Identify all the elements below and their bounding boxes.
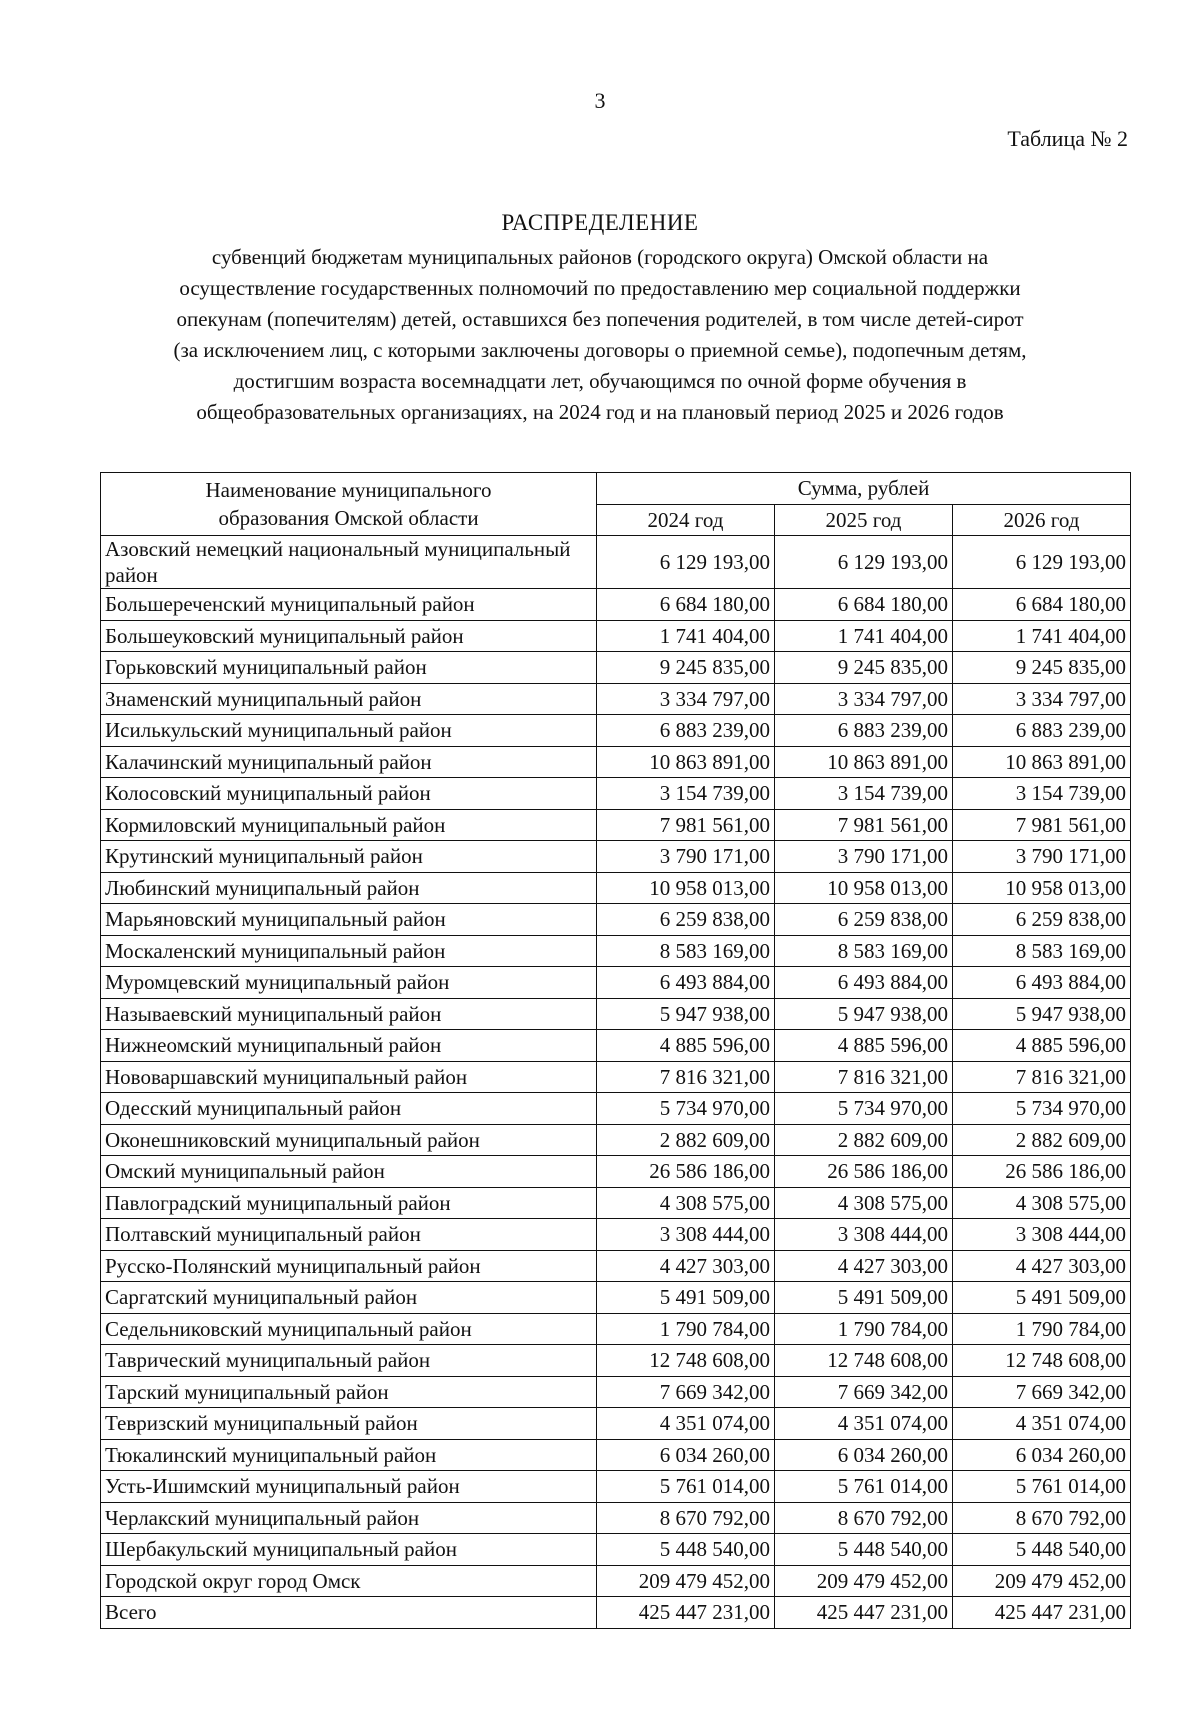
distribution-table	[100, 472, 1131, 1629]
row-name: Большереченский муниципальный район	[101, 589, 597, 621]
row-value-2026: 3 790 171,00	[953, 841, 1131, 873]
row-value-2026: 6 883 239,00	[953, 715, 1131, 747]
row-value-2024: 5 448 540,00	[597, 1534, 775, 1566]
row-value-2025: 3 790 171,00	[775, 841, 953, 873]
header-year-2024: 2024 год	[597, 504, 775, 536]
row-value-2025: 9 245 835,00	[775, 652, 953, 684]
row-name: Полтавский муниципальный район	[101, 1219, 597, 1251]
row-value-2024: 4 427 303,00	[597, 1250, 775, 1282]
table-row	[101, 1565, 1131, 1597]
row-value-2026: 10 958 013,00	[953, 872, 1131, 904]
row-value-2024: 12 748 608,00	[597, 1345, 775, 1377]
row-name: Оконешниковский муниципальный район	[101, 1124, 597, 1156]
row-value-2026: 1 790 784,00	[953, 1313, 1131, 1345]
row-value-2025: 5 448 540,00	[775, 1534, 953, 1566]
row-value-2024: 3 308 444,00	[597, 1219, 775, 1251]
row-value-2025: 8 583 169,00	[775, 935, 953, 967]
row-value-2025: 6 129 193,00	[775, 536, 953, 589]
row-value-2024: 5 761 014,00	[597, 1471, 775, 1503]
row-value-2024: 3 334 797,00	[597, 683, 775, 715]
row-value-2024: 4 351 074,00	[597, 1408, 775, 1440]
row-value-2025: 7 669 342,00	[775, 1376, 953, 1408]
row-value-2026: 8 670 792,00	[953, 1502, 1131, 1534]
row-value-2024: 2 882 609,00	[597, 1124, 775, 1156]
row-value-2025: 6 034 260,00	[775, 1439, 953, 1471]
row-value-2025: 4 308 575,00	[775, 1187, 953, 1219]
row-value-2026: 6 259 838,00	[953, 904, 1131, 936]
table-row	[101, 809, 1131, 841]
table-row	[101, 935, 1131, 967]
row-value-2025: 6 493 884,00	[775, 967, 953, 999]
row-name: Тарский муниципальный район	[101, 1376, 597, 1408]
row-name: Саргатский муниципальный район	[101, 1282, 597, 1314]
row-value-2025: 4 885 596,00	[775, 1030, 953, 1062]
row-value-2025: 209 479 452,00	[775, 1565, 953, 1597]
row-value-2024: 3 154 739,00	[597, 778, 775, 810]
row-value-2025: 5 761 014,00	[775, 1471, 953, 1503]
table-row	[101, 652, 1131, 684]
row-value-2025: 12 748 608,00	[775, 1345, 953, 1377]
row-value-2025: 5 947 938,00	[775, 998, 953, 1030]
row-value-2024: 1 790 784,00	[597, 1313, 775, 1345]
row-value-2026: 5 761 014,00	[953, 1471, 1131, 1503]
row-name: Черлакский муниципальный район	[101, 1502, 597, 1534]
table-row	[101, 904, 1131, 936]
row-name: Марьяновский муниципальный район	[101, 904, 597, 936]
row-value-2024: 4 308 575,00	[597, 1187, 775, 1219]
row-value-2025: 7 816 321,00	[775, 1061, 953, 1093]
row-value-2026: 2 882 609,00	[953, 1124, 1131, 1156]
table-row	[101, 683, 1131, 715]
row-value-2024: 7 669 342,00	[597, 1376, 775, 1408]
table-row	[101, 1439, 1131, 1471]
header-sum: Сумма, рублей	[597, 473, 1131, 505]
table-body	[101, 536, 1131, 1629]
row-value-2026: 10 863 891,00	[953, 746, 1131, 778]
table-row	[101, 967, 1131, 999]
row-value-2026: 7 816 321,00	[953, 1061, 1131, 1093]
row-name: Всего	[101, 1597, 597, 1629]
row-value-2026: 6 129 193,00	[953, 536, 1131, 589]
row-value-2025: 4 427 303,00	[775, 1250, 953, 1282]
subtitle-line: (за исключением лиц, с которыми заключены договоры о приемной семье), подопечным детям,	[173, 338, 1027, 362]
table-row	[101, 1061, 1131, 1093]
row-value-2026: 5 947 938,00	[953, 998, 1131, 1030]
table-row	[101, 536, 1131, 589]
header-year-2025: 2025 год	[775, 504, 953, 536]
row-value-2025: 8 670 792,00	[775, 1502, 953, 1534]
row-name: Одесский муниципальный район	[101, 1093, 597, 1125]
document-subtitle	[100, 242, 1100, 428]
table-row	[101, 1345, 1131, 1377]
table-row	[101, 1471, 1131, 1503]
row-value-2024: 10 958 013,00	[597, 872, 775, 904]
row-value-2025: 3 308 444,00	[775, 1219, 953, 1251]
row-name: Калачинский муниципальный район	[101, 746, 597, 778]
row-name: Седельниковский муниципальный район	[101, 1313, 597, 1345]
row-value-2024: 5 947 938,00	[597, 998, 775, 1030]
row-value-2024: 8 670 792,00	[597, 1502, 775, 1534]
row-value-2024: 9 245 835,00	[597, 652, 775, 684]
header-year-2026: 2026 год	[953, 504, 1131, 536]
document-title: РАСПРЕДЕЛЕНИЕ	[501, 210, 699, 235]
row-value-2025: 26 586 186,00	[775, 1156, 953, 1188]
row-value-2024: 5 491 509,00	[597, 1282, 775, 1314]
table-label: Таблица № 2	[1007, 126, 1128, 151]
row-value-2025: 1 790 784,00	[775, 1313, 953, 1345]
row-value-2024: 209 479 452,00	[597, 1565, 775, 1597]
row-value-2024: 6 493 884,00	[597, 967, 775, 999]
row-name: Большеуковский муниципальный район	[101, 620, 597, 652]
row-value-2025: 2 882 609,00	[775, 1124, 953, 1156]
row-value-2026: 3 334 797,00	[953, 683, 1131, 715]
table-row	[101, 1376, 1131, 1408]
subtitle-line: общеобразовательных организациях, на 2024 год и на плановый период 2025 и 2026 годов	[196, 400, 1004, 424]
row-value-2024: 425 447 231,00	[597, 1597, 775, 1629]
subtitle-line: субвенций бюджетам муниципальных районов (городского округа) Омской области на	[211, 245, 989, 269]
row-value-2024: 6 034 260,00	[597, 1439, 775, 1471]
row-value-2025: 6 259 838,00	[775, 904, 953, 936]
row-value-2024: 10 863 891,00	[597, 746, 775, 778]
row-value-2025: 3 334 797,00	[775, 683, 953, 715]
row-value-2026: 6 493 884,00	[953, 967, 1131, 999]
row-name: Кормиловский муниципальный район	[101, 809, 597, 841]
row-name: Любинский муниципальный район	[101, 872, 597, 904]
subtitle-line: достигшим возраста восемнадцати лет, обучающимся по очной форме обучения в	[233, 369, 967, 393]
table-row	[101, 778, 1131, 810]
header-name	[101, 473, 597, 536]
table-header-row	[101, 473, 1131, 505]
row-value-2025: 3 154 739,00	[775, 778, 953, 810]
row-value-2024: 8 583 169,00	[597, 935, 775, 967]
row-name: Городской округ город Омск	[101, 1565, 597, 1597]
total-row	[101, 1597, 1131, 1629]
row-name: Москаленский муниципальный район	[101, 935, 597, 967]
table-row	[101, 1250, 1131, 1282]
row-value-2025: 4 351 074,00	[775, 1408, 953, 1440]
row-value-2026: 5 448 540,00	[953, 1534, 1131, 1566]
row-name: Знаменский муниципальный район	[101, 683, 597, 715]
row-name: Называевский муниципальный район	[101, 998, 597, 1030]
subtitle-line: опекунам (попечителям) детей, оставшихся без попечения родителей, в том числе детей-сирот	[176, 307, 1024, 331]
row-value-2025: 7 981 561,00	[775, 809, 953, 841]
row-value-2025: 6 883 239,00	[775, 715, 953, 747]
subtitle-line: осуществление государственных полномочий по предоставлению мер социальной поддержки	[179, 276, 1021, 300]
row-value-2026: 7 981 561,00	[953, 809, 1131, 841]
row-value-2025: 5 734 970,00	[775, 1093, 953, 1125]
table-row	[101, 1408, 1131, 1440]
row-value-2026: 4 427 303,00	[953, 1250, 1131, 1282]
row-value-2024: 6 259 838,00	[597, 904, 775, 936]
row-value-2024: 26 586 186,00	[597, 1156, 775, 1188]
row-value-2026: 4 351 074,00	[953, 1408, 1131, 1440]
row-name: Нововаршавский муниципальный район	[101, 1061, 597, 1093]
row-value-2024: 6 684 180,00	[597, 589, 775, 621]
table-row	[101, 1219, 1131, 1251]
row-value-2026: 26 586 186,00	[953, 1156, 1131, 1188]
row-value-2026: 3 308 444,00	[953, 1219, 1131, 1251]
row-value-2026: 3 154 739,00	[953, 778, 1131, 810]
row-value-2026: 7 669 342,00	[953, 1376, 1131, 1408]
row-name: Павлоградский муниципальный район	[101, 1187, 597, 1219]
row-value-2025: 425 447 231,00	[775, 1597, 953, 1629]
row-name: Шербакульский муниципальный район	[101, 1534, 597, 1566]
row-name: Тюкалинский муниципальный район	[101, 1439, 597, 1471]
row-value-2025: 5 491 509,00	[775, 1282, 953, 1314]
row-value-2026: 9 245 835,00	[953, 652, 1131, 684]
table-row	[101, 1534, 1131, 1566]
row-value-2026: 4 308 575,00	[953, 1187, 1131, 1219]
row-value-2026: 1 741 404,00	[953, 620, 1131, 652]
table-row	[101, 841, 1131, 873]
row-name: Тевризский муниципальный район	[101, 1408, 597, 1440]
row-name: Русско-Полянский муниципальный район	[101, 1250, 597, 1282]
table-row	[101, 1313, 1131, 1345]
row-value-2026: 6 684 180,00	[953, 589, 1131, 621]
row-value-2026: 6 034 260,00	[953, 1439, 1131, 1471]
row-value-2024: 1 741 404,00	[597, 620, 775, 652]
row-name: Нижнеомский муниципальный район	[101, 1030, 597, 1062]
row-name: Горьковский муниципальный район	[101, 652, 597, 684]
row-value-2026: 425 447 231,00	[953, 1597, 1131, 1629]
row-value-2024: 3 790 171,00	[597, 841, 775, 873]
header-name-line2: образования Омской области	[218, 506, 479, 530]
row-value-2026: 12 748 608,00	[953, 1345, 1131, 1377]
table-row	[101, 998, 1131, 1030]
table-row	[101, 1030, 1131, 1062]
table-row	[101, 1282, 1131, 1314]
row-value-2024: 5 734 970,00	[597, 1093, 775, 1125]
row-value-2025: 10 958 013,00	[775, 872, 953, 904]
row-name: Усть-Ишимский муниципальный район	[101, 1471, 597, 1503]
row-value-2024: 7 981 561,00	[597, 809, 775, 841]
table-row	[101, 715, 1131, 747]
row-value-2025: 1 741 404,00	[775, 620, 953, 652]
row-value-2026: 5 491 509,00	[953, 1282, 1131, 1314]
row-value-2024: 6 883 239,00	[597, 715, 775, 747]
table-row	[101, 746, 1131, 778]
row-name: Колосовский муниципальный район	[101, 778, 597, 810]
row-name: Исилькульский муниципальный район	[101, 715, 597, 747]
row-value-2026: 8 583 169,00	[953, 935, 1131, 967]
row-value-2025: 6 684 180,00	[775, 589, 953, 621]
row-value-2026: 5 734 970,00	[953, 1093, 1131, 1125]
table-row	[101, 1093, 1131, 1125]
page-number: 3	[594, 88, 606, 113]
row-value-2026: 209 479 452,00	[953, 1565, 1131, 1597]
table-row	[101, 1124, 1131, 1156]
row-value-2024: 6 129 193,00	[597, 536, 775, 589]
row-name: Азовский немецкий национальный муниципальный район	[101, 536, 597, 589]
row-value-2024: 4 885 596,00	[597, 1030, 775, 1062]
row-name: Крутинский муниципальный район	[101, 841, 597, 873]
table-row	[101, 1502, 1131, 1534]
row-value-2024: 7 816 321,00	[597, 1061, 775, 1093]
header-name-line1: Наименование муниципального	[205, 478, 492, 502]
table-row	[101, 872, 1131, 904]
row-value-2025: 10 863 891,00	[775, 746, 953, 778]
table-row	[101, 589, 1131, 621]
row-value-2026: 4 885 596,00	[953, 1030, 1131, 1062]
table-row	[101, 1187, 1131, 1219]
row-name: Таврический муниципальный район	[101, 1345, 597, 1377]
row-name: Муромцевский муниципальный район	[101, 967, 597, 999]
table-row	[101, 620, 1131, 652]
table-row	[101, 1156, 1131, 1188]
row-name: Омский муниципальный район	[101, 1156, 597, 1188]
